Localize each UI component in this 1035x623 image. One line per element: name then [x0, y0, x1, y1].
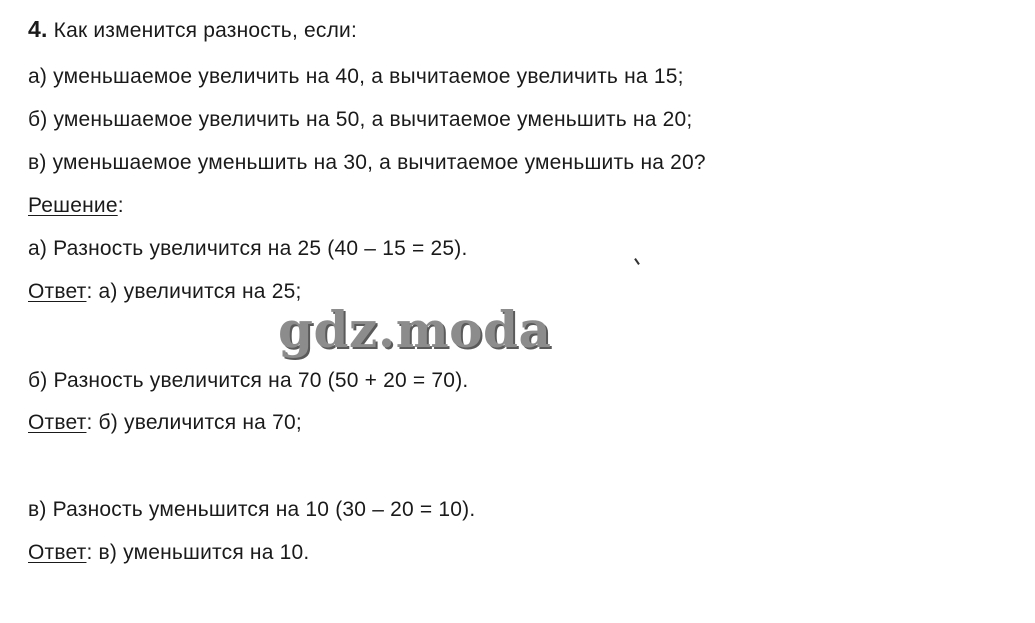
answer-c [28, 540, 309, 566]
task-title [28, 16, 357, 44]
solution-heading-text: Решение [28, 194, 118, 217]
solution-heading-colon: : [117, 194, 124, 217]
solution-step-c: в) Разность уменьшится на 10 (30 – 20 = 10). [28, 498, 476, 521]
task-item-b: б) уменьшаемое увеличить на 50, а вычитаемое уменьшить на 20; [28, 108, 693, 131]
task-item-a: а) уменьшаемое увеличить на 40, а вычитаемое увеличить на 15; [28, 65, 684, 88]
answer-text: : в) уменьшится на 10. [86, 541, 310, 564]
answer-b [28, 410, 302, 436]
answer-label: Ответ [28, 280, 87, 303]
answer-label: Ответ [28, 541, 87, 564]
stray-mark [634, 258, 640, 265]
answer-label: Ответ [28, 411, 87, 434]
task-item-c: в) уменьшаемое уменьшить на 30, а вычитаемое уменьшить на 20? [28, 151, 706, 174]
answer-text: : а) увеличится на 25; [86, 280, 302, 303]
answer-a [28, 279, 302, 305]
solution-step-a: а) Разность увеличится на 25 (40 – 15 = 25). [28, 237, 468, 260]
solution-heading [28, 193, 124, 219]
task-number: 4. [28, 16, 48, 42]
watermark-logo: gdz.moda [278, 300, 552, 359]
solution-step-b: б) Разность увеличится на 70 (50 + 20 = 70). [28, 369, 469, 392]
task-question: Как изменится разность, если: [53, 19, 358, 42]
answer-text: : б) увеличится на 70; [86, 411, 302, 434]
